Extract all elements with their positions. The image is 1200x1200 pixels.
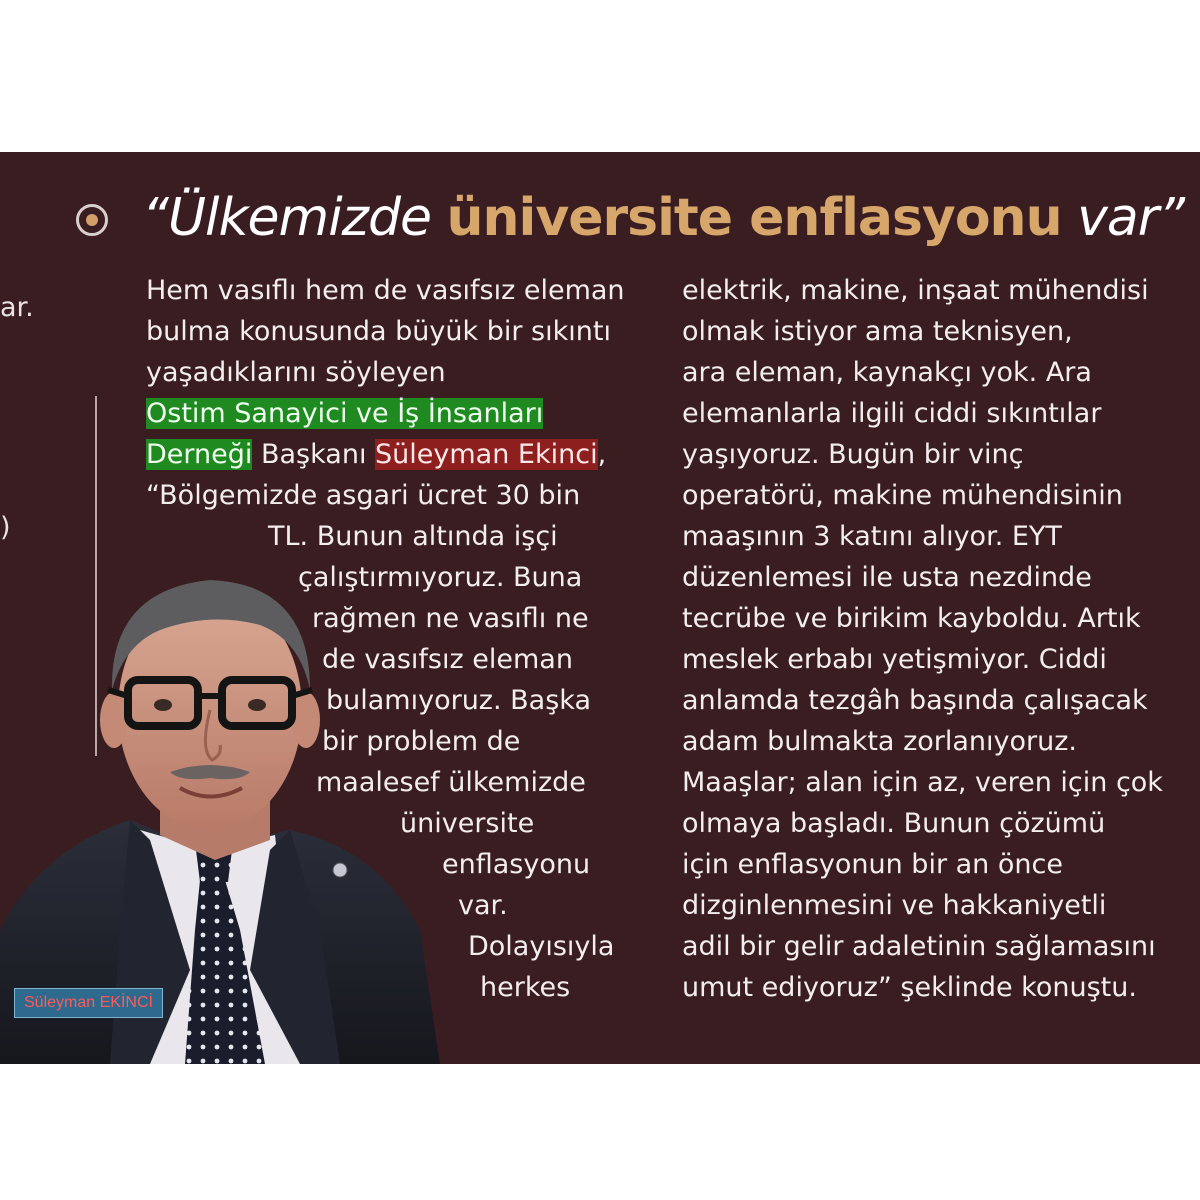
- text-line: çalıştırmıyoruz. Buna: [298, 562, 583, 593]
- text-line: adam bulmakta zorlanıyoruz.: [682, 726, 1077, 757]
- text-line: tecrübe ve birikim kayboldu. Artık: [682, 603, 1141, 634]
- headline: [142, 182, 1200, 254]
- headline-part-3: var”: [1061, 188, 1185, 248]
- text-line: elemanlarla ilgili ciddi sıkıntılar: [682, 398, 1102, 429]
- text-line: olmaya başladı. Bunun çözümü: [682, 808, 1106, 839]
- text-line: yaşıyoruz. Bugün bir vinç: [682, 439, 1024, 470]
- article-panel: [0, 152, 1200, 1064]
- text-line: herkes: [480, 972, 571, 1003]
- text-line: maaşının 3 katını alıyor. EYT: [682, 521, 1062, 552]
- organization-name-highlight: Derneği: [146, 439, 253, 470]
- text-line: TL. Bunun altında işçi: [268, 521, 558, 552]
- text-line: olmak istiyor ama teknisyen,: [682, 316, 1073, 347]
- text-line: Hem vasıflı hem de vasıfsız eleman: [146, 275, 625, 306]
- text-line: bulamıyoruz. Başka: [326, 685, 591, 716]
- headline-highlight: üniversite enflasyonu: [446, 188, 1062, 248]
- timeline-bullet-icon: [76, 204, 108, 236]
- text-line: ara eleman, kaynakçı yok. Ara: [682, 357, 1092, 388]
- text-line: Dolayısıyla: [468, 931, 615, 962]
- text-line: anlamda tezgâh başında çalışacak: [682, 685, 1148, 716]
- title-word: Başkanı: [252, 439, 376, 470]
- cut-off-text-fragment: ): [0, 512, 11, 543]
- text-line: [146, 434, 625, 475]
- text-line: var.: [458, 890, 508, 921]
- punctuation: ,: [597, 439, 607, 470]
- left-column: [146, 270, 625, 516]
- text-line: maalesef ülkemizde: [316, 767, 586, 798]
- photo-caption: Süleyman EKİNCİ: [14, 988, 163, 1018]
- text-line: elektrik, makine, inşaat mühendisi: [682, 275, 1149, 306]
- headline-part-1: “Ülkemizde: [142, 188, 447, 248]
- text-line: enflasyonu: [442, 849, 591, 880]
- cut-off-text-fragment: ar.: [0, 292, 34, 323]
- text-line: rağmen ne vasıflı ne: [312, 603, 589, 634]
- text-line: düzenlemesi ile usta nezdinde: [682, 562, 1092, 593]
- text-line: operatörü, makine mühendisinin: [682, 480, 1123, 511]
- text-line: “Bölgemizde asgari ücret 30 bin: [146, 480, 581, 511]
- person-name-highlight: Süleyman Ekinci: [375, 439, 598, 470]
- text-line: Maaşlar; alan için az, veren için çok: [682, 767, 1163, 798]
- text-line: bulma konusunda büyük bir sıkıntı: [146, 316, 611, 347]
- text-line: için enflasyonun bir an önce: [682, 849, 1063, 880]
- text-line: meslek erbabı yetişmiyor. Ciddi: [682, 644, 1107, 675]
- organization-name-highlight: Ostim Sanayici ve İş İnsanları: [146, 398, 544, 429]
- text-line: dizginlenmesini ve hakkaniyetli: [682, 890, 1107, 921]
- text-line: bir problem de: [322, 726, 521, 757]
- text-line: [146, 393, 625, 434]
- text-line: yaşadıklarını söyleyen: [146, 357, 446, 388]
- text-line: adil bir gelir adaletinin sağlamasını: [682, 931, 1156, 962]
- right-column: [682, 270, 1163, 1008]
- text-line: umut ediyoruz” şeklinde konuştu.: [682, 972, 1137, 1003]
- text-line: üniversite: [400, 808, 535, 839]
- text-line: de vasıfsız eleman: [322, 644, 573, 675]
- left-column-wrapped: [0, 516, 614, 1008]
